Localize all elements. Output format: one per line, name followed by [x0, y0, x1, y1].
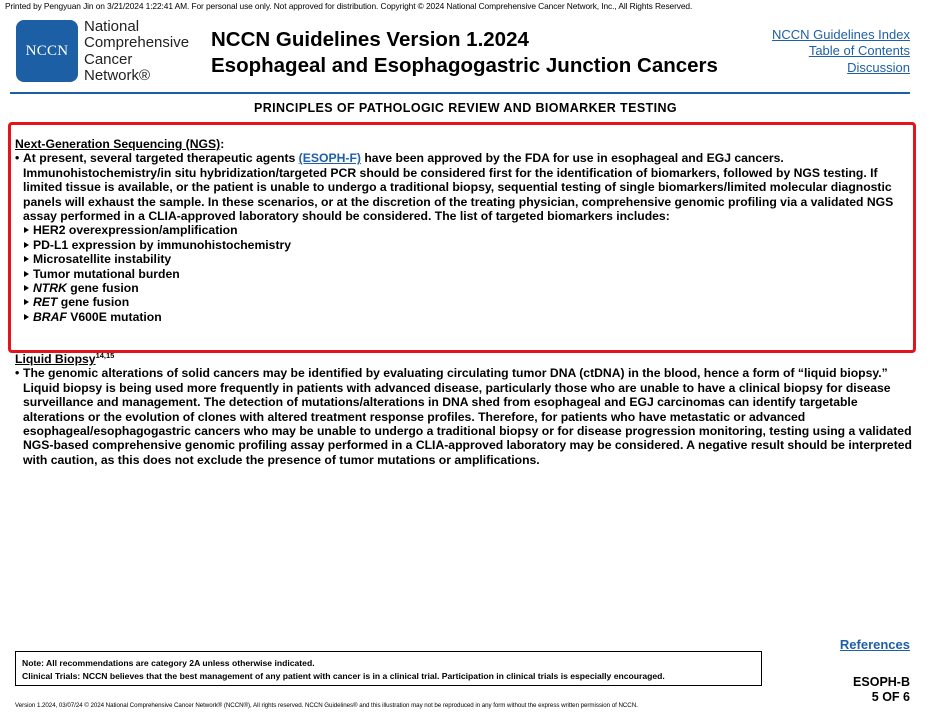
section-heading: PRINCIPLES OF PATHOLOGIC REVIEW AND BIOMARKER TESTING	[253, 101, 678, 115]
item-text: PD-L1 expression by immunohistochemistry	[33, 237, 292, 252]
triangle-bullet-icon	[24, 285, 29, 291]
bullet-icon: •	[15, 151, 20, 166]
guidelines-index-link[interactable]: NCCN Guidelines Index	[771, 27, 910, 42]
triangle-bullet-icon	[24, 242, 29, 248]
ngs-heading: Next-Generation Sequencing (NGS)	[15, 137, 221, 151]
triangle-bullet-icon	[24, 227, 29, 233]
org-line: Cancer	[84, 50, 133, 68]
item-text: V600E mutation	[66, 309, 162, 324]
list-item	[23, 252, 915, 266]
page-code	[853, 675, 910, 705]
item-italic: NTRK	[33, 281, 67, 296]
triangle-bullet-icon	[24, 256, 29, 262]
title-line-cancer: Esophageal and Esophagogastric Junction Cancers	[211, 54, 718, 77]
page-code-label: ESOPH-B	[853, 675, 910, 689]
clinical-trials-line: Clinical Trials: NCCN believes that the best management of any patient with cancer is in a clinical trial. Participation in clinical trials is especially encouraged.	[22, 670, 665, 681]
top-navigation	[772, 27, 910, 76]
liquid-biopsy-text: The genomic alterations of solid cancers may be identified by evaluating circulating tumor DNA (ctDNA) in the blood, hence a form of “liquid biopsy.” Liquid biopsy is being used more frequently in patients with advanced disease, particularly those who are unable to have a clinical biopsy for disease surveillance and management. The detection of mutations/alterations in DNA shed from esophageal and EGJ carcinomas can identify targetable alterations or the evolution of clones with altered treatment response profiles. Therefore, for patients who have metastatic or advanced esophageal/esophagogastric cancers who may be unable to undergo a traditional biopsy or for disease progression monitoring, testing using a validated NGS-based comprehensive genomic profiling assay performed in a CLIA-approved laboratory may be considered. A negative result should be interpreted with caution, as this does not exclude the presence of tumor mutations or amplifications.	[23, 366, 912, 467]
list-item	[23, 238, 915, 252]
biomarker-list	[15, 223, 915, 324]
org-line: National	[84, 18, 140, 35]
item-text: Microsatellite instability	[33, 252, 172, 267]
references-link[interactable]: References	[839, 637, 910, 652]
ngs-text-before: At present, several targeted therapeutic agents	[23, 151, 299, 166]
list-item	[23, 281, 915, 295]
header-divider	[10, 92, 910, 94]
esoph-f-link[interactable]: (ESOPH-F)	[298, 151, 361, 166]
note-box	[15, 651, 762, 686]
liquid-biopsy-section	[15, 352, 920, 467]
ngs-section	[15, 137, 915, 324]
item-text: HER2 overexpression/amplification	[33, 223, 238, 238]
table-of-contents-link[interactable]: Table of Contents	[808, 43, 910, 59]
item-text: Tumor mutational burden	[33, 266, 180, 281]
list-item	[23, 310, 915, 324]
ngs-text-after: have been approved by the FDA for use in esophageal and EGJ cancers. Immunohistochemistry/in situ hybridization/targeted PCR should be considered first for the identification of biomarkers, followed by NGS testing. If limited tissue is available, or the patient is unable to undergo a traditional biopsy, sequential testing of single biomarkers/limited molecular diagnostic panels will exhaust the sample. In these scenarios, or at the discretion of the treating physician, comprehensive genomic profiling via a validated NGS assay performed in a CLIA-approved laboratory should be considered. The list of targeted biomarkers includes:	[23, 151, 894, 224]
item-italic: BRAF	[33, 309, 67, 324]
org-line: Network®	[84, 66, 151, 84]
print-info: Printed by Pengyuan Jin on 3/21/2024 1:22:41 AM. For personal use only. Not approved for distribution. Copyright © 2024 National Comprehensive Cancer Network, Inc., All Rights Reserved.	[5, 1, 693, 11]
ngs-bullet	[15, 151, 915, 223]
item-italic: RET	[33, 295, 58, 310]
ngs-heading-colon: :	[220, 137, 225, 151]
org-name	[84, 19, 189, 84]
footer: Version 1.2024, 03/07/24 © 2024 National Comprehensive Cancer Network® (NCCN®), All rights reserved. NCCN Guidelines® and this illustration may not be reproduced in any form without the express written permission of NCCN.	[15, 702, 638, 709]
org-line: Comprehensive	[84, 34, 190, 52]
reference-superscript[interactable]: 14,15	[95, 350, 115, 360]
item-text: gene fusion	[66, 281, 139, 296]
liquid-biopsy-bullet	[15, 366, 920, 467]
logo-text: NCCN	[25, 42, 69, 59]
bullet-icon: •	[15, 366, 20, 381]
item-text: gene fusion	[57, 295, 130, 310]
list-item	[23, 295, 915, 309]
list-item	[23, 267, 915, 281]
liquid-biopsy-heading: Liquid Biopsy	[15, 352, 96, 366]
triangle-bullet-icon	[24, 299, 29, 305]
page-number: 5 OF 6	[871, 690, 910, 704]
title-line-version: NCCN Guidelines Version 1.2024	[211, 28, 529, 51]
nccn-logo[interactable]	[16, 20, 78, 82]
list-item	[23, 223, 915, 237]
discussion-link[interactable]: Discussion	[847, 59, 910, 75]
triangle-bullet-icon	[24, 314, 29, 320]
triangle-bullet-icon	[24, 271, 29, 277]
page-title	[211, 27, 718, 79]
note-line: Note: All recommendations are category 2A unless otherwise indicated.	[22, 658, 315, 668]
